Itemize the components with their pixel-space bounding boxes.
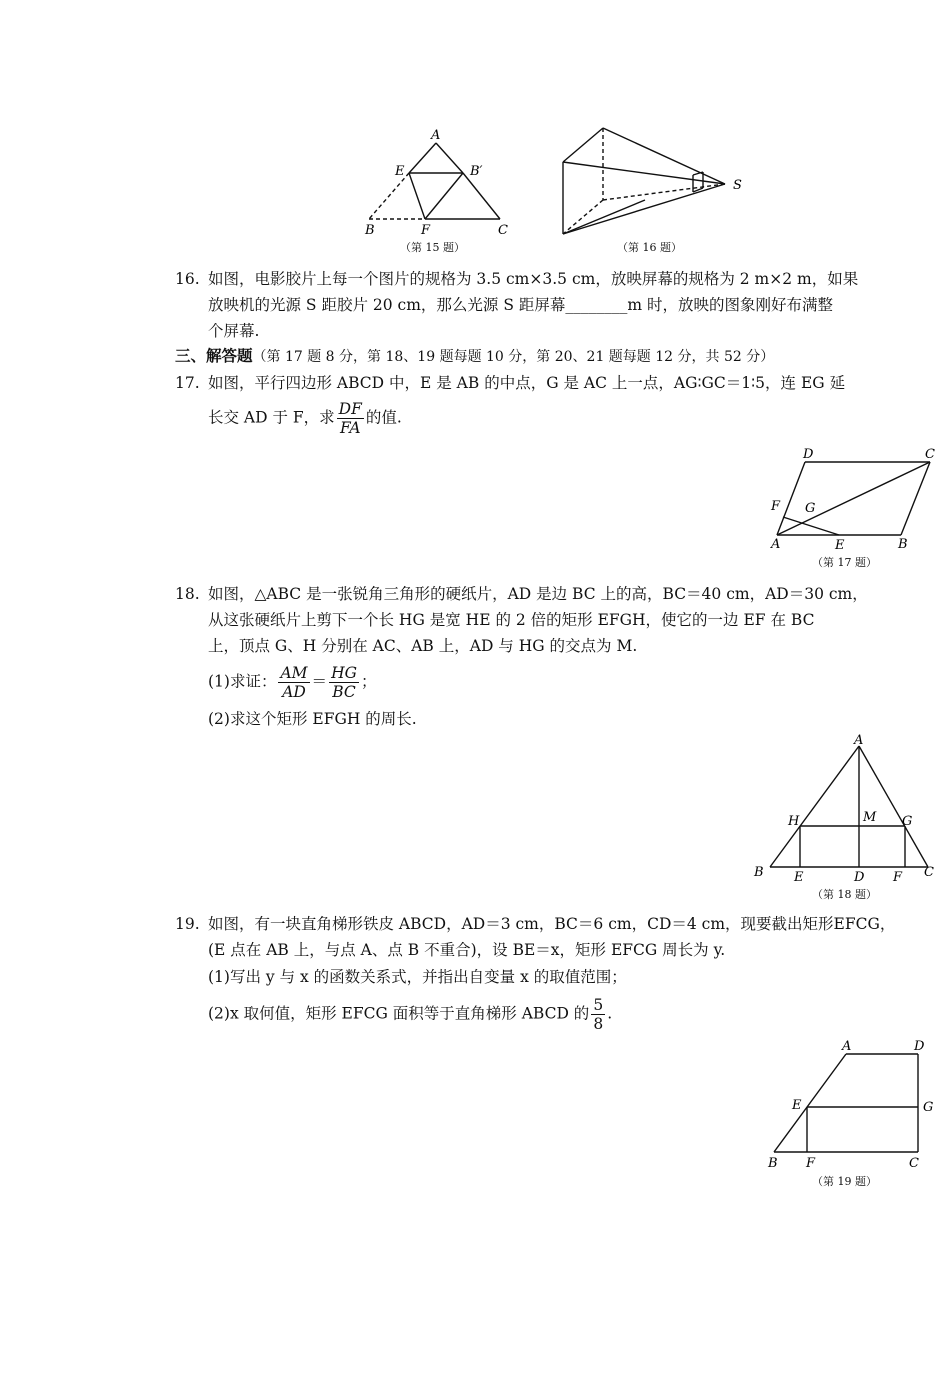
figure-19-caption: （第 19 题） (812, 1175, 877, 1188)
q16-line2: 放映机的光源 S 距胶片 20 cm，那么光源 S 距屏幕________m 时，放映的图象刚好布满整 (208, 296, 834, 314)
q17-frac-num: DF (338, 400, 362, 418)
q18-sub1-pre: (1)求证： (208, 672, 277, 691)
fig16-label-S: S (733, 178, 742, 193)
fig15-label-B-prime: B′ (470, 164, 483, 179)
fig18-label-G: G (902, 814, 913, 829)
q17-line2 (208, 400, 402, 437)
fig18-label-B: B (754, 865, 764, 880)
q19-frac-den: 8 (593, 1015, 604, 1033)
figure-18 (750, 730, 940, 885)
section3-header (175, 345, 774, 368)
figure-18-caption: （第 18 题） (812, 888, 877, 901)
figure-15-caption: （第 15 题） (400, 241, 465, 254)
fig19-label-D: D (914, 1039, 925, 1054)
figure-17 (765, 444, 940, 552)
q19-sub2-post: . (607, 1004, 613, 1023)
q18-number: 18. (175, 585, 200, 603)
fig15-label-C: C (498, 223, 508, 238)
figure-15 (355, 125, 525, 240)
fig15-label-F: F (421, 223, 431, 238)
q18-sub1 (208, 664, 376, 701)
fig19-label-E: E (792, 1098, 802, 1113)
section3-title: 三、解答题 (175, 346, 253, 365)
q18-frac1-num: AM (280, 664, 308, 682)
figure-16 (555, 120, 755, 240)
figure-17-caption: （第 17 题） (812, 556, 877, 569)
fig18-label-H: H (788, 814, 800, 829)
fig15-label-A: A (431, 128, 441, 143)
q18-fraction-2 (329, 664, 359, 701)
q17-fraction (337, 400, 364, 437)
fig17-label-G: G (805, 501, 816, 516)
q19-line2: (E 点在 AB 上，与点 A、点 B 不重合)，设 BE＝x，矩形 EFCG 周长为 y. (208, 941, 726, 959)
fig18-label-A: A (854, 733, 864, 748)
fig19-label-G: G (923, 1100, 934, 1115)
fig17-label-F: F (771, 499, 781, 514)
q18-sub2: (2)求这个矩形 EFGH 的周长. (208, 710, 417, 728)
fig18-label-C: C (924, 865, 934, 880)
q16-number: 16. (175, 270, 200, 288)
fig18-label-M: M (863, 810, 877, 825)
fig19-label-F: F (806, 1156, 816, 1171)
q17-line2-post: 的值. (365, 408, 402, 427)
q19-number: 19. (175, 915, 200, 933)
fig18-label-E: E (794, 870, 804, 885)
fig17-label-D: D (803, 447, 814, 462)
figure-19 (760, 1036, 940, 1173)
q17-frac-den: FA (339, 419, 361, 437)
figure-16-caption: （第 16 题） (617, 241, 682, 254)
fig18-label-F: F (893, 870, 903, 885)
q19-line1: 如图，有一块直角梯形铁皮 ABCD，AD＝3 cm，BC＝6 cm，CD＝4 cm，现要截出矩形EFCG， (208, 915, 896, 933)
q16-line3: 个屏幕. (208, 322, 260, 340)
q18-frac2-den: BC (332, 683, 356, 701)
q17-line1: 如图，平行四边形 ABCD 中，E 是 AB 的中点，G 是 AC 上一点，AG∶GC＝1∶5，连 EG 延 (208, 374, 846, 392)
q19-sub2 (208, 996, 612, 1033)
section3-note: （第 17 题 8 分，第 18、19 题每题 10 分，第 20、21 题每题 12 分，共 52 分） (252, 349, 775, 365)
fig15-label-E: E (395, 164, 405, 179)
q18-fraction-1 (278, 664, 309, 701)
fig19-label-A: A (842, 1039, 852, 1054)
q17-line2-pre: 长交 AD 于 F，求 (208, 408, 335, 427)
q19-fraction (591, 996, 605, 1033)
q19-sub2-pre: (2)x 取何值，矩形 EFCG 面积等于直角梯形 ABCD 的 (208, 1004, 590, 1023)
fig15-label-B: B (365, 223, 375, 238)
fig17-label-C: C (925, 447, 935, 462)
q17-number: 17. (175, 374, 200, 392)
q18-sub1-eq: ＝ (311, 672, 328, 691)
q18-line2: 从这张硬纸片上剪下一个长 HG 是宽 HE 的 2 倍的矩形 EFGH，使它的一边 EF 在 BC (208, 611, 815, 629)
q18-line3: 上，顶点 G、H 分别在 AC、AB 上，AD 与 HG 的交点为 M. (208, 637, 638, 655)
q18-line1: 如图，△ABC 是一张锐角三角形的硬纸片，AD 是边 BC 上的高，BC＝40 cm，AD＝30 cm， (208, 585, 868, 603)
fig17-label-B: B (898, 537, 908, 552)
q19-frac-num: 5 (593, 996, 604, 1014)
fig18-label-D: D (854, 870, 865, 885)
fig19-label-B: B (768, 1156, 778, 1171)
q18-frac2-num: HG (331, 664, 357, 682)
fig19-label-C: C (909, 1156, 919, 1171)
q18-frac1-den: AD (282, 683, 306, 701)
fig17-label-A: A (771, 537, 781, 552)
q18-sub1-post: ； (360, 672, 377, 691)
q16-line1: 如图，电影胶片上每一个图片的规格为 3.5 cm×3.5 cm，放映屏幕的规格为 2 m×2 m，如果 (208, 270, 859, 288)
fig17-label-E: E (835, 538, 845, 552)
q19-sub1: (1)写出 y 与 x 的函数关系式，并指出自变量 x 的取值范围； (208, 968, 627, 986)
